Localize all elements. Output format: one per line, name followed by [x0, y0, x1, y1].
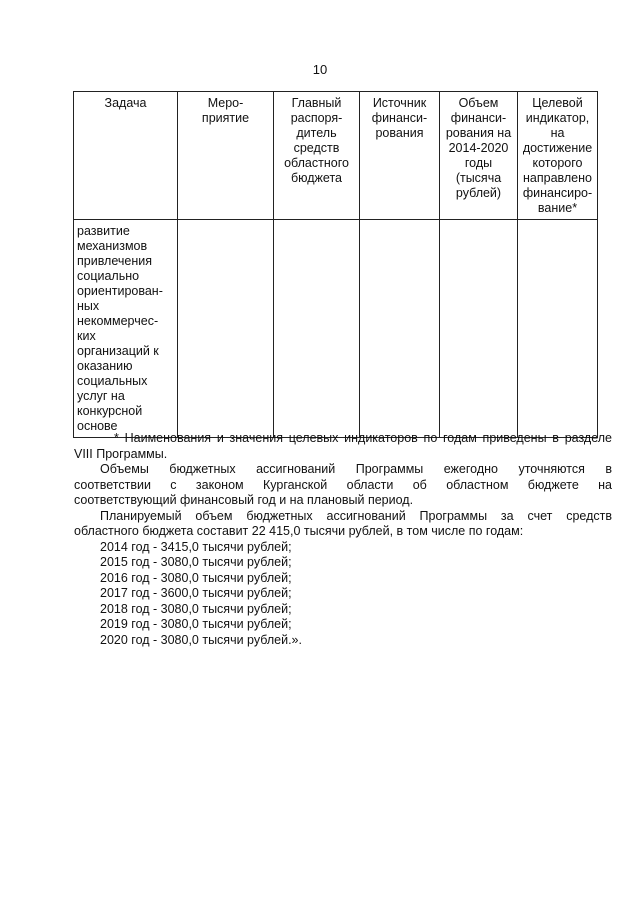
header-line: Целевой: [532, 96, 583, 110]
header-line: (тысяча: [455, 171, 502, 185]
task-line: механизмов: [77, 239, 148, 253]
funding-source-cell: [360, 220, 440, 438]
activity-cell: [178, 220, 274, 438]
task-line: социально: [77, 269, 140, 283]
task-line: ориентирован-: [77, 284, 163, 298]
header-line: индикатор, на: [525, 111, 590, 140]
header-line: дитель: [296, 126, 337, 140]
header-line: рублей): [455, 186, 502, 200]
task-line: ких: [77, 329, 96, 343]
header-line: бюджета: [291, 171, 342, 185]
header-line: финанси-: [450, 111, 507, 125]
header-line: Источник: [372, 96, 427, 110]
header-line: областного: [284, 156, 349, 170]
header-line: финанси-: [371, 111, 428, 125]
header-line: 2014-2020: [448, 141, 509, 155]
year-line: 2020 год - 3080,0 тысячи рублей.».: [100, 632, 302, 647]
paragraph-line: соответствующий финансовый год и на плановый период.: [74, 493, 414, 507]
header-budget-manager: [274, 92, 360, 220]
header-line: направлено: [523, 171, 592, 185]
task-line: привлечения: [77, 254, 153, 268]
header-line: Задача: [104, 96, 147, 110]
paragraph-line: Объемы бюджетных ассигнований Программы ежегодно уточняются в: [100, 462, 612, 476]
funding-volume-cell: [440, 220, 518, 438]
header-line: средств: [293, 141, 340, 155]
header-line: приятие: [201, 111, 250, 125]
header-line: Объем: [458, 96, 499, 110]
header-line: достижение: [522, 141, 593, 155]
task-line: организаций к: [77, 344, 159, 358]
header-line: годы: [464, 156, 493, 170]
paragraph-line: соответствии с законом Курганской области об областном бюджете на: [74, 477, 612, 492]
program-table: [73, 91, 598, 438]
notes-section: [74, 431, 612, 648]
year-line: 2017 год - 3600,0 тысячи рублей;: [100, 586, 292, 600]
header-activity: [178, 92, 274, 220]
year-line: 2016 год - 3080,0 тысячи рублей;: [100, 570, 292, 585]
task-line: развитие: [77, 224, 130, 238]
header-line: Меро-: [207, 96, 244, 110]
paragraph-line: Планируемый объем бюджетных ассигнований Программы за счет средств: [100, 508, 612, 523]
task-line: оказанию: [77, 359, 133, 373]
year-line: 2014 год - 3415,0 тысячи рублей;: [100, 539, 292, 554]
task-line: основе: [77, 419, 118, 433]
page-number: 10: [312, 62, 328, 77]
footnote-line: * Наименования и значения целевых индикаторов по годам приведены в разделе: [114, 431, 612, 445]
table-header-row: [74, 92, 598, 220]
header-line: вание*: [537, 201, 578, 215]
task-line: социальных: [77, 374, 148, 388]
header-line: финансиро-: [522, 186, 593, 200]
budget-manager-cell: [274, 220, 360, 438]
year-line: 2015 год - 3080,0 тысячи рублей;: [100, 555, 292, 569]
task-line: некоммерчес-: [77, 314, 159, 328]
header-task: [74, 92, 178, 220]
header-line: рования: [375, 126, 424, 140]
task-cell: [74, 220, 178, 438]
header-funding-volume: [440, 92, 518, 220]
task-line: конкурсной: [77, 404, 143, 418]
header-line: Главный: [291, 96, 342, 110]
task-line: ных: [77, 299, 100, 313]
year-line: 2019 год - 3080,0 тысячи рублей;: [100, 617, 292, 631]
task-line: услуг на: [77, 389, 125, 403]
target-indicator-cell: [518, 220, 598, 438]
header-target-indicator: [518, 92, 598, 220]
paragraph-line: областного бюджета составит 22 415,0 тысячи рублей, в том числе по годам:: [74, 524, 524, 538]
header-line: рования на: [445, 126, 512, 140]
year-line: 2018 год - 3080,0 тысячи рублей;: [100, 601, 292, 616]
footnote-line: VIII Программы.: [74, 446, 168, 461]
header-funding-source: [360, 92, 440, 220]
header-line: которого: [532, 156, 583, 170]
table-row: [74, 220, 598, 438]
header-line: распоря-: [290, 111, 343, 125]
